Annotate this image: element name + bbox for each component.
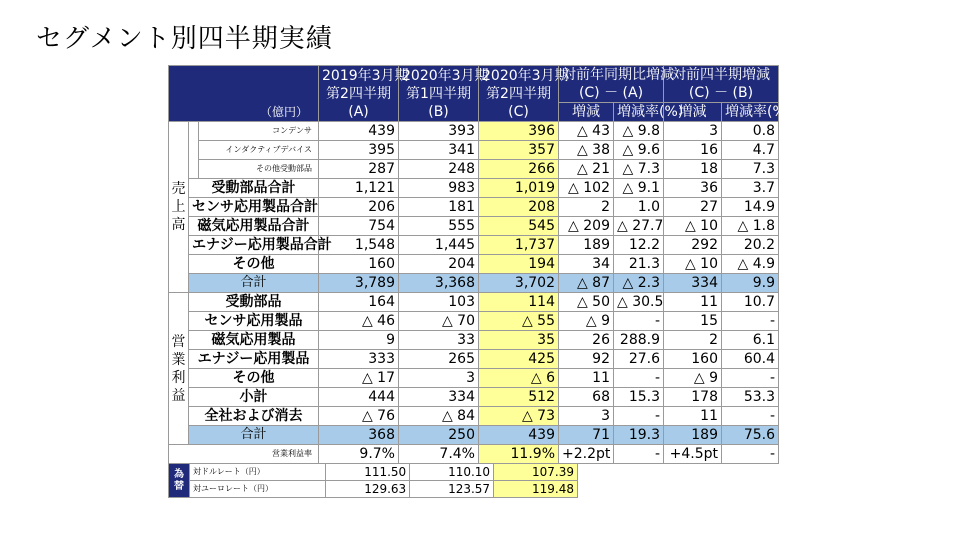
row-label: 営業利益率	[169, 445, 319, 464]
row-label: インダクティブデバイス	[199, 141, 319, 160]
value-qoq-diff: △ 10	[664, 255, 722, 274]
header-yoy-rate: 増減率(%)	[614, 103, 664, 122]
value-col-a: 9.7%	[319, 445, 399, 464]
table-row	[169, 198, 779, 217]
value-qoq-rate: 60.4	[722, 350, 779, 369]
value-qoq-diff: 3	[664, 122, 722, 141]
value-col-b: 334	[399, 388, 479, 407]
margin-row	[169, 445, 779, 464]
sales-total-row	[169, 274, 779, 293]
value-col-a: △ 76	[319, 407, 399, 426]
value-qoq-rate: △ 1.8	[722, 217, 779, 236]
value-qoq-rate: 14.9	[722, 198, 779, 217]
value-col-b: 983	[399, 179, 479, 198]
value-yoy-rate: 15.3	[614, 388, 664, 407]
value-col-c: 512	[479, 388, 559, 407]
value-col-a: 1,548	[319, 236, 399, 255]
table-row	[169, 122, 779, 141]
value-yoy-rate: △ 9.6	[614, 141, 664, 160]
segment-results-table	[168, 65, 792, 464]
indent-spacer	[189, 122, 199, 179]
value-yoy-diff: △ 43	[559, 122, 614, 141]
value-col-b: △ 84	[399, 407, 479, 426]
value-col-c: 425	[479, 350, 559, 369]
header-qoq-diff: 増減	[664, 103, 722, 122]
value-col-c: △ 6	[479, 369, 559, 388]
value-col-c: 357	[479, 141, 559, 160]
value-qoq-rate: 7.3	[722, 160, 779, 179]
header-qoq: 対前四半期増減 (C) － (B)	[664, 66, 779, 103]
value-yoy-rate: 21.3	[614, 255, 664, 274]
value-col-c: △ 73	[479, 407, 559, 426]
value-col-c: 396	[479, 122, 559, 141]
value-col-b: 103	[399, 293, 479, 312]
value-col-a: 1,121	[319, 179, 399, 198]
value-yoy-rate: 288.9	[614, 331, 664, 350]
op-total-row	[169, 426, 779, 445]
header-yoy-diff: 増減	[559, 103, 614, 122]
value-qoq-rate: 0.8	[722, 122, 779, 141]
value-yoy-rate: -	[614, 369, 664, 388]
value-qoq-rate: 4.7	[722, 141, 779, 160]
value-col-a: 287	[319, 160, 399, 179]
row-label: コンデンサ	[199, 122, 319, 141]
value-qoq-rate: 75.6	[722, 426, 779, 445]
value-qoq-diff: +4.5pt	[664, 445, 722, 464]
value-col-a: 395	[319, 141, 399, 160]
table-row	[169, 179, 779, 198]
value-col-c: 208	[479, 198, 559, 217]
value-col-a: 9	[319, 331, 399, 350]
value-yoy-diff: +2.2pt	[559, 445, 614, 464]
value-qoq-diff: 292	[664, 236, 722, 255]
row-label: 合計	[189, 274, 319, 293]
value-col-a: 3,789	[319, 274, 399, 293]
value-col-b: 265	[399, 350, 479, 369]
header-yoy: 対前年同期比増減 (C) － (A)	[559, 66, 664, 103]
value-qoq-rate: 53.3	[722, 388, 779, 407]
value-qoq-rate: 6.1	[722, 331, 779, 350]
value-col-b: 248	[399, 160, 479, 179]
value-qoq-diff: 189	[664, 426, 722, 445]
value-yoy-rate: 12.2	[614, 236, 664, 255]
table-row	[169, 312, 779, 331]
value-yoy-diff: 92	[559, 350, 614, 369]
fx-value-b: 110.10	[410, 464, 494, 481]
value-yoy-diff: 2	[559, 198, 614, 217]
value-col-c: 439	[479, 426, 559, 445]
table-row	[169, 236, 779, 255]
value-qoq-diff: 27	[664, 198, 722, 217]
table-row	[169, 369, 779, 388]
value-col-a: 439	[319, 122, 399, 141]
row-label: 全社および消去	[189, 407, 319, 426]
value-qoq-diff: 18	[664, 160, 722, 179]
value-yoy-diff: 71	[559, 426, 614, 445]
fx-row	[169, 481, 578, 498]
header-qoq-rate: 増減率(%)	[722, 103, 779, 122]
value-yoy-rate: 1.0	[614, 198, 664, 217]
value-yoy-rate: △ 2.3	[614, 274, 664, 293]
value-qoq-diff: 160	[664, 350, 722, 369]
table-row	[169, 141, 779, 160]
value-col-b: 341	[399, 141, 479, 160]
row-label: その他受動部品	[199, 160, 319, 179]
header-col-c: 2020年3月期 第2四半期 (C)	[479, 66, 559, 122]
fx-label: 対ユーロレート（円）	[189, 481, 325, 498]
value-yoy-diff: 26	[559, 331, 614, 350]
value-yoy-rate: -	[614, 407, 664, 426]
value-qoq-diff: 178	[664, 388, 722, 407]
value-qoq-diff: △ 10	[664, 217, 722, 236]
row-label: センサ応用製品合計	[189, 198, 319, 217]
value-yoy-diff: △ 21	[559, 160, 614, 179]
fx-value-a: 111.50	[326, 464, 410, 481]
row-label: その他	[189, 255, 319, 274]
row-label: 磁気応用製品合計	[189, 217, 319, 236]
fx-section-label: 為 替	[169, 464, 190, 498]
value-yoy-diff: △ 50	[559, 293, 614, 312]
sales-section-label: 売 上 高	[169, 122, 189, 293]
fx-label: 対ドルレート（円）	[189, 464, 325, 481]
value-yoy-rate: 27.6	[614, 350, 664, 369]
value-qoq-rate: 9.9	[722, 274, 779, 293]
value-yoy-rate: △ 30.5	[614, 293, 664, 312]
value-qoq-rate: 3.7	[722, 179, 779, 198]
value-col-a: △ 17	[319, 369, 399, 388]
value-col-b: 3	[399, 369, 479, 388]
table-row	[169, 160, 779, 179]
value-col-c: 11.9%	[479, 445, 559, 464]
row-label: センサ応用製品	[189, 312, 319, 331]
value-col-b: 204	[399, 255, 479, 274]
fx-row	[169, 464, 578, 481]
table-row	[169, 388, 779, 407]
value-col-c: △ 55	[479, 312, 559, 331]
value-qoq-diff: 16	[664, 141, 722, 160]
table-row	[169, 350, 779, 369]
value-qoq-rate: 10.7	[722, 293, 779, 312]
value-yoy-diff: △ 102	[559, 179, 614, 198]
value-qoq-diff: 11	[664, 293, 722, 312]
value-yoy-diff: 3	[559, 407, 614, 426]
fx-value-b: 123.57	[410, 481, 494, 498]
table-row	[169, 331, 779, 350]
value-col-b: 1,445	[399, 236, 479, 255]
row-label: 磁気応用製品	[189, 331, 319, 350]
value-col-a: 368	[319, 426, 399, 445]
value-yoy-diff: △ 87	[559, 274, 614, 293]
value-yoy-diff: △ 9	[559, 312, 614, 331]
value-col-a: △ 46	[319, 312, 399, 331]
table-row	[169, 407, 779, 426]
value-col-c: 114	[479, 293, 559, 312]
value-yoy-diff: △ 38	[559, 141, 614, 160]
row-label: 受動部品合計	[189, 179, 319, 198]
table-row	[169, 217, 779, 236]
row-label: エナジー応用製品合計	[189, 236, 319, 255]
value-col-b: 7.4%	[399, 445, 479, 464]
value-qoq-diff: 2	[664, 331, 722, 350]
value-col-b: 393	[399, 122, 479, 141]
value-yoy-diff: 11	[559, 369, 614, 388]
value-qoq-diff: 334	[664, 274, 722, 293]
value-qoq-diff: 36	[664, 179, 722, 198]
value-qoq-diff: 11	[664, 407, 722, 426]
table-row	[169, 293, 779, 312]
table-row	[169, 255, 779, 274]
header-col-a: 2019年3月期 第2四半期 (A)	[319, 66, 399, 122]
value-col-b: 33	[399, 331, 479, 350]
value-qoq-rate: -	[722, 407, 779, 426]
value-col-a: 206	[319, 198, 399, 217]
value-col-c: 35	[479, 331, 559, 350]
value-qoq-rate: 20.2	[722, 236, 779, 255]
value-qoq-rate: -	[722, 312, 779, 331]
value-col-a: 164	[319, 293, 399, 312]
value-yoy-rate: △ 27.7	[614, 217, 664, 236]
value-qoq-diff: 15	[664, 312, 722, 331]
value-col-b: 3,368	[399, 274, 479, 293]
page-title: セグメント別四半期実績	[36, 24, 333, 54]
row-label: 小計	[189, 388, 319, 407]
value-yoy-diff: 189	[559, 236, 614, 255]
value-yoy-rate: △ 7.3	[614, 160, 664, 179]
value-qoq-rate: -	[722, 445, 779, 464]
value-col-b: △ 70	[399, 312, 479, 331]
value-col-a: 754	[319, 217, 399, 236]
fx-value-a: 129.63	[326, 481, 410, 498]
value-qoq-rate: -	[722, 369, 779, 388]
value-yoy-diff: 34	[559, 255, 614, 274]
value-qoq-diff: △ 9	[664, 369, 722, 388]
header-col-b: 2020年3月期 第1四半期 (B)	[399, 66, 479, 122]
value-col-b: 250	[399, 426, 479, 445]
value-col-b: 181	[399, 198, 479, 217]
value-col-a: 160	[319, 255, 399, 274]
value-yoy-rate: △ 9.1	[614, 179, 664, 198]
row-label: 受動部品	[189, 293, 319, 312]
value-col-c: 1,019	[479, 179, 559, 198]
value-col-c: 1,737	[479, 236, 559, 255]
value-col-c: 3,702	[479, 274, 559, 293]
value-col-a: 333	[319, 350, 399, 369]
value-qoq-rate: △ 4.9	[722, 255, 779, 274]
value-yoy-diff: △ 209	[559, 217, 614, 236]
unit-label: （億円）	[169, 66, 319, 122]
fx-value-c: 119.48	[494, 481, 578, 498]
row-label: エナジー応用製品	[189, 350, 319, 369]
value-yoy-rate: △ 9.8	[614, 122, 664, 141]
fx-value-c: 107.39	[494, 464, 578, 481]
value-yoy-diff: 68	[559, 388, 614, 407]
value-col-c: 266	[479, 160, 559, 179]
value-col-c: 194	[479, 255, 559, 274]
value-yoy-rate: 19.3	[614, 426, 664, 445]
op-section-label: 営 業 利 益	[169, 293, 189, 445]
fx-table	[168, 463, 578, 498]
row-label: 合計	[189, 426, 319, 445]
value-col-b: 555	[399, 217, 479, 236]
value-yoy-rate: -	[614, 312, 664, 331]
row-label: その他	[189, 369, 319, 388]
value-col-a: 444	[319, 388, 399, 407]
value-yoy-rate: -	[614, 445, 664, 464]
value-col-c: 545	[479, 217, 559, 236]
